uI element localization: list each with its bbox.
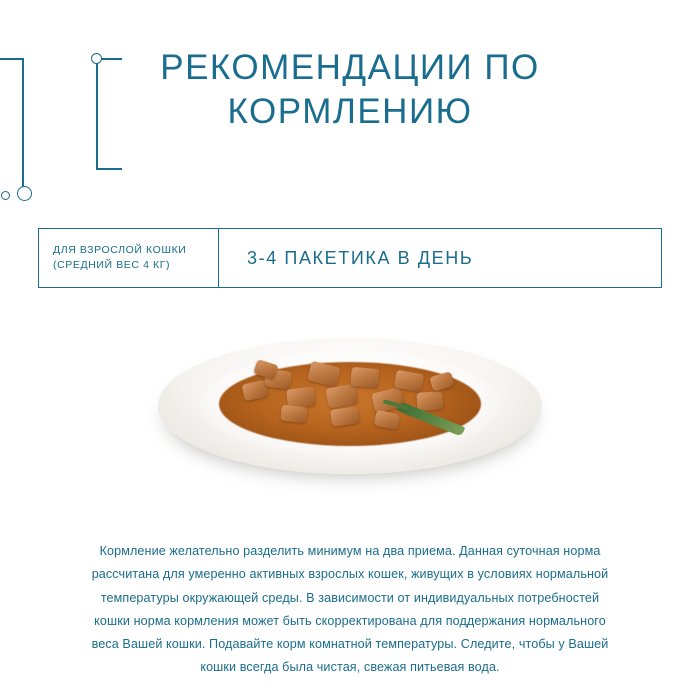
- page-title: РЕКОМЕНДАЦИИ ПО КОРМЛЕНИЮ: [160, 48, 540, 131]
- decor-line: [22, 58, 24, 188]
- dosage-table: [38, 228, 662, 288]
- header-section: [0, 0, 700, 170]
- meat-chunk: [307, 361, 341, 388]
- product-photo: [0, 330, 700, 530]
- meat-chunk: [325, 384, 358, 409]
- dosage-label-cell: [39, 229, 219, 287]
- meat-chunk: [429, 371, 454, 391]
- decor-circle-icon: [17, 186, 32, 201]
- meat-chunk: [416, 391, 443, 411]
- plate-shape: [158, 338, 542, 474]
- meat-chunk: [280, 405, 308, 424]
- feeding-instructions-text: Кормление желательно разделить минимум на два приема. Данная суточная норма рассчитана для умеренно активных взрослых кошек, живущих в условиях нормальной температуры окружающей среды. В зависимости от индивидуальных потребностей кошки норма кормления может быть скорректирована для поддержания нормального веса Вашей кошки. Подавайте корм комнатной температуры. Следите, чтобы у Вашей кошки всегда была чистая, свежая питьевая вода.: [91, 544, 609, 675]
- decor-line: [0, 58, 24, 60]
- dosage-value-cell: 3-4 ПАКЕТИКА В ДЕНЬ: [247, 247, 474, 268]
- meat-chunk: [253, 359, 279, 380]
- meat-chunk: [330, 406, 360, 427]
- meat-chunk: [374, 410, 401, 431]
- dosage-label-line2: (СРЕДНИЙ ВЕС 4 КГ): [53, 259, 171, 271]
- meat-chunk: [350, 367, 380, 388]
- dosage-label-line1: ДЛЯ ВЗРОСЛОЙ КОШКИ: [53, 243, 187, 256]
- decor-circle-icon: [1, 191, 10, 200]
- decor-line: [96, 168, 122, 170]
